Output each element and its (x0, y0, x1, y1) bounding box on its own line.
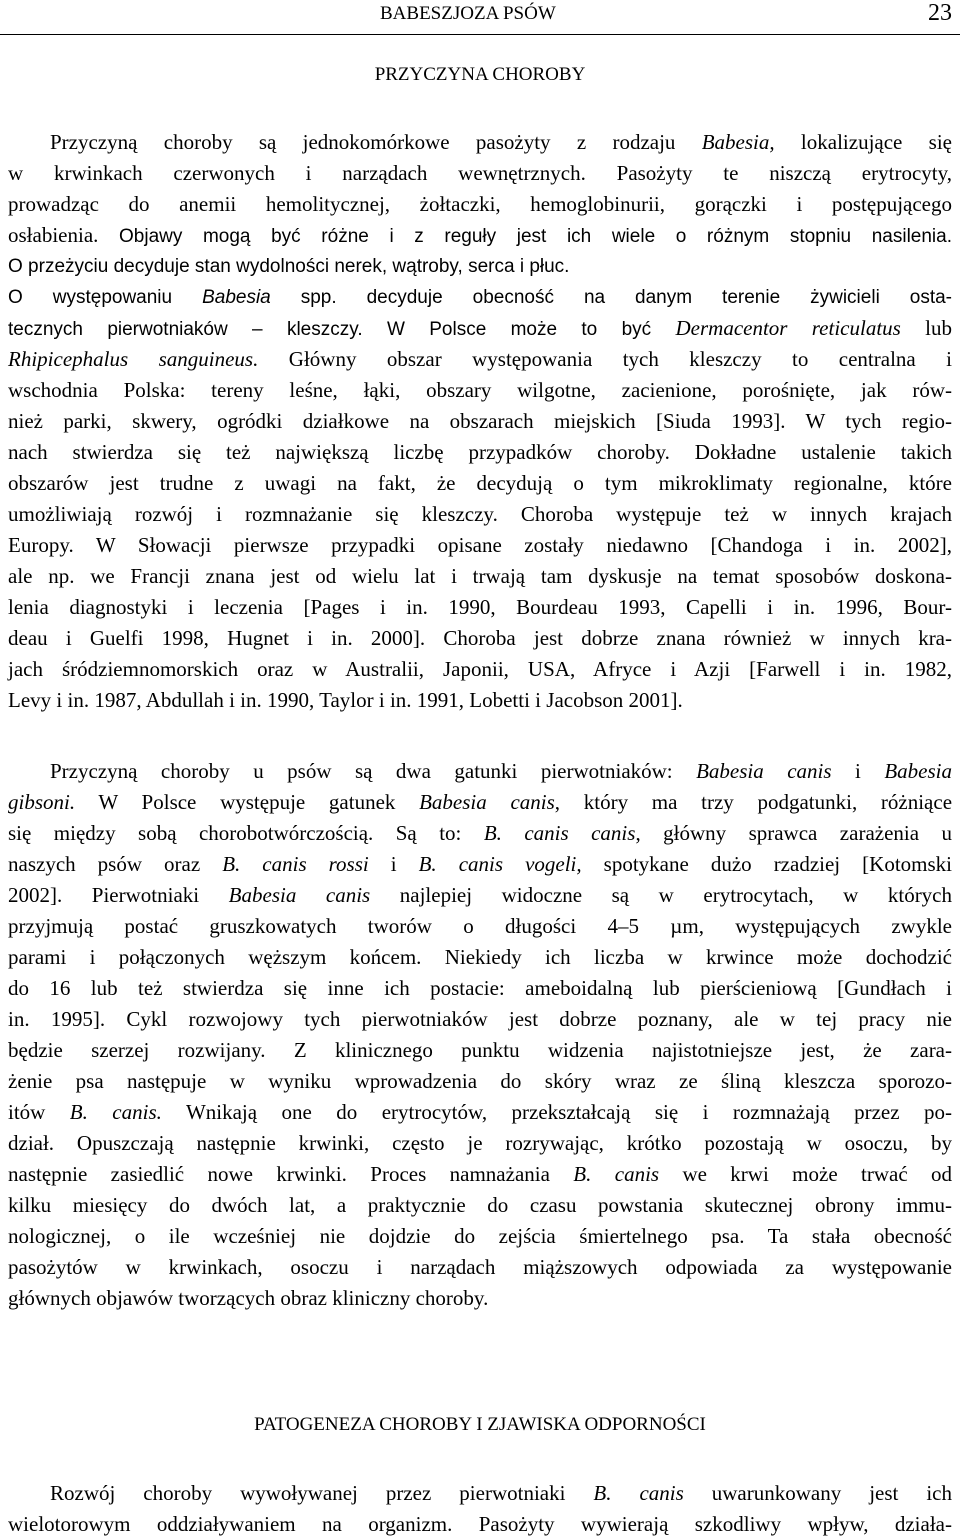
text-line: w krwinkach czerwonych i narządach wewnętrznych. Pasożyty te niszczą erytrocyty, (8, 161, 952, 185)
text-line: osłabienia. Objawy mogą być różne i z reguły jest ich wiele o różnym stopniu nasilenia. (8, 223, 952, 247)
text-line: Przyczyną choroby u psów są dwa gatunki pierwotniaków: Babesia canis i Babesia (50, 759, 952, 783)
text-line: wielotorowym oddziaływaniem na organizm. Pasożyty wywierają szkodliwy wpływ, działa- (8, 1512, 952, 1536)
text-line: lenia diagnostyki i leczenia [Pages i in. 1990, Bourdeau 1993, Capelli i in. 1996, Bour- (8, 595, 952, 619)
text-line: naszych psów oraz B. canis rossi i B. canis vogeli, spotykane dużo rzadziej [Kotomski (8, 852, 952, 876)
text-line: do 16 lub też stwierdza się inne ich postacie: ameboidalną lub pierścieniową [Gundłach i (8, 976, 952, 1000)
text-line: kilku miesięcy do dwóch lat, a praktycznie do czasu powstania skutecznej obrony immu- (8, 1193, 952, 1217)
text-line: Rhipicephalus sanguineus. Główny obszar występowania tych kleszczy to centralna i (8, 347, 952, 371)
running-title: BABESZJOZA PSÓW (380, 3, 556, 24)
text-line: in. 1995]. Cykl rozwojowy tych pierwotniaków jest dobrze poznany, ale w tej pracy nie (8, 1007, 952, 1031)
paragraph-species (8, 756, 952, 1314)
text-line: dział. Opuszczają następnie krwinki, często je rozrywając, krótko pozostają w osoczu, by (8, 1131, 952, 1155)
text-line: O występowaniu Babesia spp. decyduje obecność na danym terenie żywicieli osta- (8, 287, 953, 308)
text-line: żenie psa następuje w wyniku wprowadzenia do skóry wraz ze śliną kleszcza sporozo- (8, 1069, 952, 1093)
text-line: Levy i in. 1987, Abdullah i in. 1990, Taylor i in. 1991, Lobetti i Jacobson 2001]. (8, 688, 683, 712)
text-line: parami i połączonych węższym końcem. Niekiedy ich liczba w krwince może dochodzić (8, 945, 952, 969)
section-heading-cause: PRZYCZYNA CHOROBY (374, 64, 586, 85)
text-line: prowadząc do anemii hemolitycznej, żołtaczki, hemoglobinurii, gorączki i postępującego (8, 192, 952, 216)
text-line: deau i Guelfi 1998, Hugnet i in. 2000]. Choroba jest dobrze znana również w innych kra- (8, 626, 952, 650)
text-line: Europy. W Słowacji pierwsze przypadki opisane zostały niedawno [Chandoga i in. 2002], (8, 533, 952, 557)
text-line: umożliwiają rozwój i rozmnażanie się kleszczy. Choroba występuje też w innych krajach (8, 502, 952, 526)
text-line: itów B. canis. Wnikają one do erytrocytów, przekształcają się i rozmnażają przez po- (8, 1100, 953, 1124)
text-line: wschodnia Polska: tereny leśne, łąki, obszary wilgotne, zacienione, porośnięte, jak rów- (8, 378, 952, 402)
text-line: Przyczyną choroby są jednokomórkowe pasożyty z rodzaju Babesia, lokalizujące się (50, 130, 952, 154)
text-line: Rozwój choroby wywoływanej przez pierwotniaki B. canis uwarunkowany jest ich (50, 1481, 952, 1505)
paragraph-occurrence (8, 282, 952, 716)
text-line: nologicznej, o ile wcześniej nie dojdzie do zejścia śmiertelnego psa. Ta stała obecność (8, 1224, 952, 1248)
text-line: 2002]. Pierwotniaki Babesia canis najlepiej widoczne są w erytrocytach, w których (8, 883, 953, 907)
text-line: pasożytów w krwinkach, osoczu i narządach miąższowych odpowiada za występowanie (8, 1255, 952, 1279)
text-line: gibsoni. W Polsce występuje gatunek Babesia canis, który ma trzy podgatunki, różniące (8, 790, 953, 814)
text-line: tecznych pierwotniaków – kleszczy. W Polsce może to być Dermacentor reticulatus lub (8, 316, 952, 340)
running-header (0, 0, 960, 35)
text-line: O przeżyciu decyduje stan wydolności nerek, wątroby, serca i płuc. (8, 256, 570, 277)
text-line: obszarów jest trudne z uwagi na fakt, że decydują o tym mikroklimaty regionalne, które (8, 471, 952, 495)
text-line: będzie szerzej rozwijany. Z klinicznego punktu widzenia najistotniejsze jest, że zara- (8, 1038, 952, 1062)
text-line: nach stwierdza się też największą liczbę przypadków choroby. Dokładne ustalenie takich (8, 440, 952, 464)
paragraph-cause (8, 127, 952, 282)
section-heading-pathogenesis: PATOGENEZA CHOROBY I ZJAWISKA ODPORNOŚCI (254, 1414, 706, 1435)
text-line: się między sobą chorobotwórczością. Są to: B. canis canis, główny sprawca zarażenia u (8, 821, 953, 845)
text-line: ale np. we Francji znana jest od wielu lat i trwają tam dyskusje na temat sposobów doskona- (8, 564, 952, 588)
text-line: nież parki, skwery, ogródki działkowe na obszarach miejskich [Siuda 1993]. W tych regio- (8, 409, 952, 433)
paragraph-pathogenesis (8, 1478, 952, 1540)
text-line: przyjmują postać gruszkowatych tworów o długości 4–5 µm, występujących zwykle (8, 914, 952, 938)
text-line: jach śródziemnomorskich oraz w Australii, Japonii, USA, Afryce i Azji [Farwell i in. 1982, (8, 657, 952, 681)
text-line: następnie zasiedlić nowe krwinki. Proces namnażania B. canis we krwi może trwać od (8, 1162, 953, 1186)
text-line: głównych objawów tworzących obraz kliniczny choroby. (8, 1286, 489, 1310)
page-number: 23 (928, 0, 952, 26)
